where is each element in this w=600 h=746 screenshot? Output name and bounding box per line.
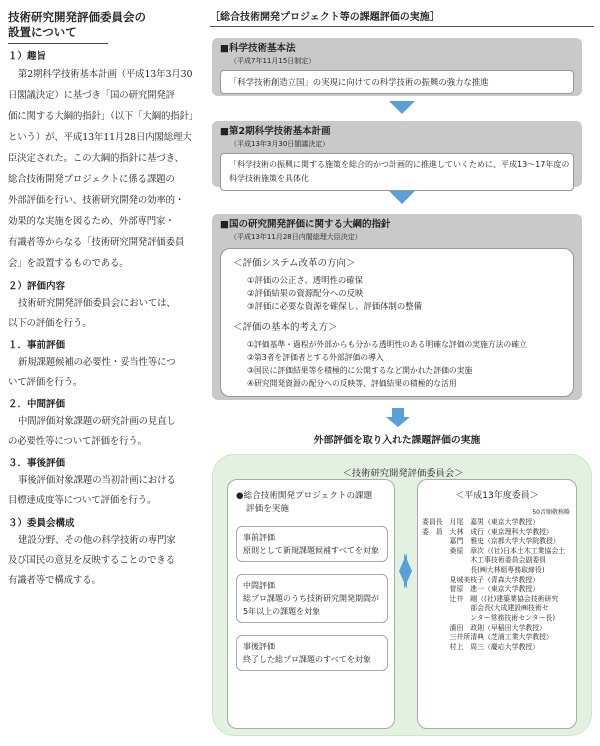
member-line: 委員長 月尾 嘉男（東京大学教授） [422,518,540,526]
second-plan-box [212,121,582,187]
body-line: 建設分野、その他の科学技術の専門家 [18,535,176,546]
list-item: ②第3者を評価者とする外部評価の導入 [247,353,384,362]
section-content-body [8,294,204,334]
mid-evaluation-text: 総プロ課題のうち技術研究開発期間が [243,594,379,603]
mid-evaluation-body [8,412,204,452]
members-box [417,479,577,729]
second-plan-text: 科学技術施策を具体化 [229,174,309,183]
body-line: 会」を設置するものである。 [8,258,129,269]
second-plan-date: （平成13年3月30日閣議決定） [230,140,330,148]
body-line: 有識者等からなる「技術研究開発評価委員 [8,237,185,248]
guideline-box [212,214,582,400]
left-title-line: 設置について [8,25,77,39]
list-item: ①評価の公正さ、透明性の確保 [247,275,364,285]
basic-law-body [220,70,574,94]
external-evaluation-title: 外部評価を取り入れた課題評価の実施 [313,435,481,446]
basic-law-date: （平成7年11月15日制定） [230,57,316,65]
second-plan-body [220,153,574,191]
section-composition-heading: ３）委員会構成 [8,518,75,529]
mid-evaluation-label: 中間評価 [243,581,275,590]
left-column [8,10,204,591]
member-line: 嘉門 雅史（京都大学大学院教授） [422,537,560,546]
member-line: 桑原 章次（(社)日本土木工業協会土 [422,546,566,555]
flow-arrow-icon [389,191,415,204]
pre-evaluation-body [8,353,204,393]
member-line: 木工事技術委員会副委員 [422,556,547,565]
title-divider [8,43,108,44]
post-evaluation-box [236,635,388,671]
list-item: ②評価結果の資源配分への反映 [247,288,364,298]
body-line: 目標達成度等について評価を行う。 [8,495,157,506]
post-evaluation-text: 終了した総プロ課題のすべてを対象 [243,655,371,664]
member-line: 部会長(大成建設㈱技術セ [422,604,549,613]
committee-panel [212,454,592,736]
body-line: いて評価を行う。 [8,377,83,388]
list-item: ①評価基準・過程が外部からも分かる透明性のある明確な評価の実施方法の確立 [247,340,527,349]
basic-law-title: ■科学技術基本法 [220,43,296,54]
member-line: 濱田 政則（早稲田大学教授） [422,623,547,632]
project-evaluation-box [227,479,395,729]
post-evaluation-body [8,471,204,511]
body-line: 価に関する大綱的指針」（以下「大綱的指針」 [8,111,199,122]
members-title: ＜平成13年度委員＞ [455,491,539,501]
pre-evaluation-heading: １．事前評価 [8,340,66,351]
second-plan-text: 「科学技術の振興に関する施策を総合的かつ計画的に推進していくために、平成13～17年度の [229,160,570,169]
pre-evaluation-box [236,526,388,562]
basic-law-text: 「科学技術創造立国」の実現に向けての科学技術の振興の強力な推進 [229,77,489,87]
body-line: 事後評価対象課題の当初計画における [18,475,176,486]
list-item: ④研究開発資源の配分への反映等、評価結果の積極的な活用 [247,379,457,388]
mid-evaluation-text: 5年以上の課題を対象 [243,607,321,616]
guideline-date: （平成13年11月28日内閣総理大臣決定） [230,233,362,241]
member-line: 長(㈱大林組専務取締役) [422,565,545,574]
body-line: 第2期科学技術基本計画（平成13年3月30 [18,69,193,80]
pre-evaluation-label: 事前評価 [243,533,275,542]
body-line: 及び国民の意見を反映することのできる [8,555,175,566]
body-line: 技術研究開発評価委員会においては、 [18,298,176,309]
committee-title: ＜技術研究開発評価委員会＞ [342,468,464,479]
body-line: 外部評価を行い、技術研究開発の効率的・ [8,195,185,206]
body-line: 新規課題候補の必要性・妥当性等につ [18,357,176,368]
right-column-header [210,8,594,27]
reform-direction-list [233,274,561,313]
project-evaluation-heading: ●総合技術開発プロジェクトの課題 [236,491,373,501]
basic-concept-list [233,338,561,390]
body-line: 効果的な実施を図るため、外部専門家・ [8,216,175,227]
body-line: の必要性等について評価を行う。 [8,436,147,447]
post-evaluation-heading: ３．事後評価 [8,458,66,469]
member-line: 委 員 大林 成行（東京理科大学教授） [422,527,553,536]
basic-law-box [212,38,582,96]
member-line: 辻井 剛（(社)建築業協会技術研究 [422,594,559,603]
reform-direction-heading: ＜評価システム改革の方向＞ [233,258,356,269]
guideline-body [220,248,574,397]
member-line: 村上 周三（慶応大学教授） [422,642,540,651]
right-title: ［総合技術開発プロジェクト等の課題評価の実施］ [210,12,440,23]
left-title [8,10,204,44]
body-line: 中間評価対象課題の研究計画の見直し [18,416,176,427]
list-item: ③国民に評価結果等を積極的に公開するなど開かれた評価の実施 [247,366,473,375]
section-content-heading: ２）評価内容 [8,281,66,292]
members-note: 50音順敬称略 [532,509,570,516]
body-line: 総合技術開発プロジェクトに係る課題の [8,174,175,185]
body-line: 有識者等で構成する。 [8,575,101,586]
mid-evaluation-box [236,574,388,623]
down-arrow-stem [392,408,404,417]
guideline-title: ■国の研究開発評価に関する大綱的指針 [220,219,391,230]
section-composition-body [8,531,204,591]
member-line: 菅原 進一（東京大学教授） [422,585,540,594]
body-line: 日閣議決定）に基づき「国の研究開発評 [8,90,175,101]
member-line: 三井所清典（芝浦工業大学教授） [422,633,553,642]
right-title-divider [210,26,594,27]
right-arrow-icon [404,553,412,589]
second-plan-title: ■第2期科学技術基本計画 [220,126,331,137]
body-line: 以下の評価を行う。 [8,318,92,329]
left-title-line: 技術研究開発評価委員会の [8,10,146,24]
body-line: という）が、平成13年11月28日内閣総理大 [8,132,192,143]
members-list [422,518,572,652]
flow-arrow-icon [389,101,415,114]
post-evaluation-label: 事後評価 [243,642,275,651]
mid-evaluation-heading: ２．中間評価 [8,399,66,410]
basic-concept-heading: ＜評価の基本的考え方＞ [233,322,338,333]
member-line: 見城美枝子（青森大学教授） [422,575,540,584]
down-arrow-icon [386,417,410,427]
pre-evaluation-text: 原則として新規課題候補すべてを対象 [243,546,379,555]
body-line: 臣決定された。この大綱的指針に基づき、 [8,153,184,164]
member-line: ンター常務技術センター長) [422,613,556,622]
section-purpose-heading: １）趣旨 [8,51,47,62]
list-item: ③評価に必要な資源を確保し、評価体制の整備 [247,301,423,311]
section-purpose-body [8,64,204,274]
project-evaluation-heading: 評価を実施 [246,504,289,514]
